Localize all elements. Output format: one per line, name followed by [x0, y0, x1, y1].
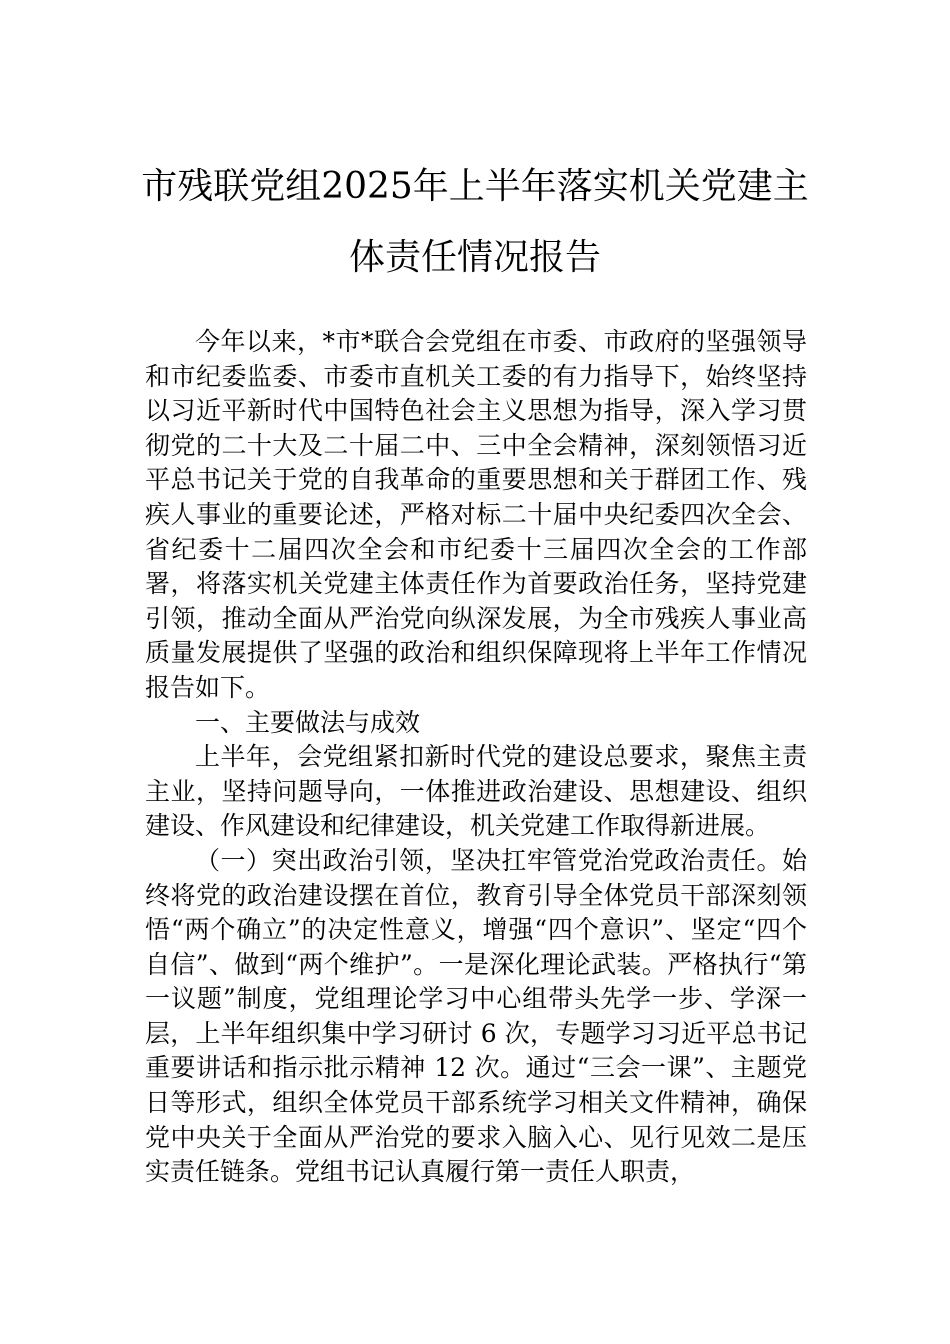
document-title-line-2: 体责任情况报告	[348, 237, 601, 278]
paragraph-intro: 今年以来，*市*联合会党组在市委、市政府的坚强领导和市纪委监委、市委市直机关工委的有力指导下，始终坚持以习近平新时代中国特色社会主义思想为指导，深入学习贯彻党的二十大及二十届二中、三中全会精神，深刻领悟习近平总书记关于党的自我革命的重要思想和关于群团工作、残疾人事业的重要论述，严格对标二十届中央纪委四次全会、省纪委十二届四次全会和市纪委十三届四次全会的工作部署，将落实机关党建主体责任作为首要政治任务，坚持党建引领，推动全面从严治党向纵深发展，为全市残疾人事业高质量发展提供了坚强的政治和组织保障现将上半年工作情况报告如下。	[145, 327, 807, 702]
document-title-line-1: 市残联党组2025年上半年落实机关党建主	[141, 166, 809, 207]
paragraph-political-guidance: （一）突出政治引领，坚决扛牢管党治党政治责任。始终将党的政治建设摆在首位，教育引导全体党员干部深刻领悟“两个确立”的决定性意义，增强“四个意识”、坚定“四个自信”、做到“两个维护”。一是深化理论武装。严格执行“第一议题”制度，党组理论学习中心组带头先学一步、学深一层，上半年组织集中学习研讨 6 次，专题学习习近平总书记重要讲话和指示批示精神 12 次。通过“三会一课”、主题党日等形式，组织全体党员干部系统学习相关文件精神，确保党中央关于全面从严治党的要求入脑入心、见行见效二是压实责任链条。党组书记认真履行第一责任人职责，	[145, 845, 807, 1187]
section-heading: 一、主要做法与成效	[195, 707, 421, 737]
paragraph-overview: 上半年，会党组紧扣新时代党的建设总要求，聚焦主责主业，坚持问题导向，一体推进政治建设、思想建设、组织建设、作风建设和纪律建设，机关党建工作取得新进展。	[145, 742, 807, 841]
document-body	[145, 325, 807, 1190]
